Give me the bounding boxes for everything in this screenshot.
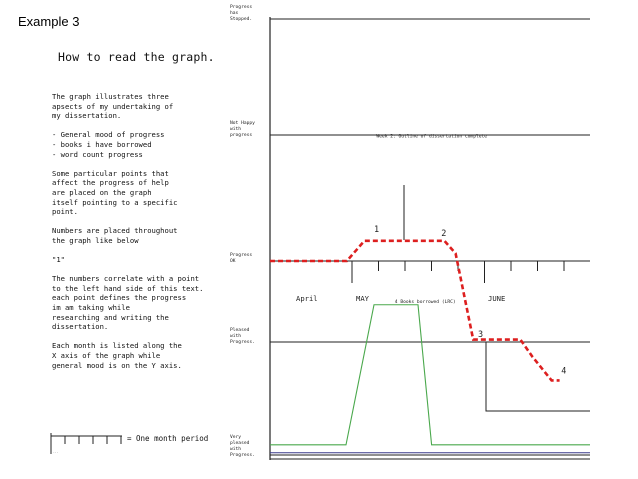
- explanation-panel: [52, 50, 217, 380]
- annotation-number-2: 2: [441, 228, 447, 239]
- progress-chart: [226, 5, 596, 466]
- explanation-paragraph-4: Numbers are placed throughout the graph like below: [52, 226, 178, 245]
- annotation-number-1: 1: [374, 225, 380, 236]
- outline-box: [486, 342, 590, 411]
- y-level-label-0: Very pleased with Progress.: [230, 435, 255, 458]
- month-legend: [50, 430, 250, 458]
- month-label-june: JUNE: [488, 294, 506, 303]
- y-level-label-1: Pleased with Progress.: [230, 328, 255, 345]
- month-legend-label: = One month period: [127, 434, 209, 443]
- annotation-number-4: 4: [561, 366, 567, 377]
- explanation-paragraph-5: "1": [52, 255, 65, 265]
- y-level-label-3: Not Happy with progress: [230, 121, 255, 138]
- y-level-label-2: Progress OK: [230, 253, 253, 264]
- explanation-heading: How to read the graph.: [58, 50, 215, 64]
- explanation-paragraph-6: The numbers correlate with a point to the left hand side of this text. each point defines the progress im am taking while researching and writing the dissertation.: [52, 274, 204, 332]
- y-level-label-4: Progress has Stopped.: [230, 5, 253, 22]
- explanation-paragraph-7: Each month is listed along the X axis of the graph while general mood is on the Y axis.: [52, 341, 182, 370]
- slide-title: Example 3: [18, 14, 80, 29]
- month-legend-caption: ...: [53, 450, 59, 454]
- series-line-books: [270, 305, 590, 445]
- explanation-paragraph-1: The graph illustrates three apsects of my undertaking of my dissertation.: [52, 92, 174, 121]
- month-legend-scale-icon: [50, 430, 124, 458]
- explanation-paragraph-2: - General mood of progress - books i have borrowed - word count progress: [52, 130, 165, 159]
- annotation-books: 4 Books borrowed (LRC): [394, 300, 456, 306]
- annotation-milestone: Week 2: Outline of dissertation complete: [376, 134, 488, 140]
- annotation-number-3: 3: [478, 330, 484, 341]
- month-label-may: MAY: [356, 294, 369, 303]
- explanation-paragraph-3: Some particular points that affect the progress of help are placed on the graph itself pointing to a specific point.: [52, 168, 178, 217]
- month-label-april: April: [296, 294, 318, 303]
- series-line-mood: [270, 241, 560, 381]
